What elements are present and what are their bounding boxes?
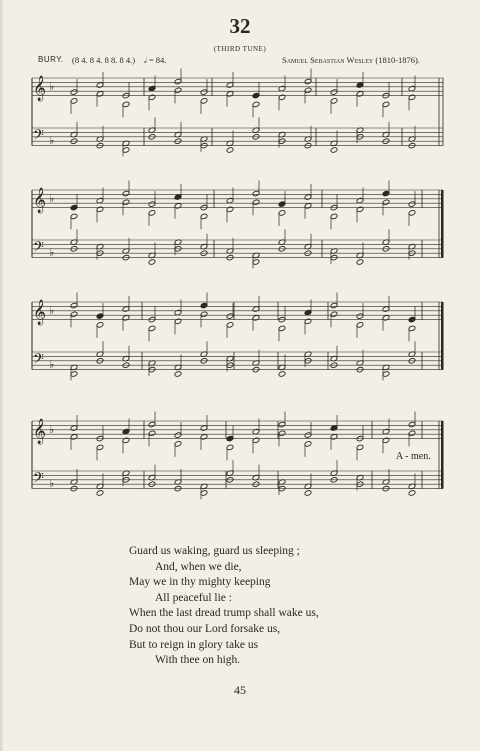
note-head — [278, 371, 286, 377]
hymn-number: 32 — [229, 14, 251, 38]
note-head — [148, 259, 156, 265]
page-number: 45 — [234, 683, 246, 697]
treble-clef: 𝄞 — [33, 188, 47, 213]
verse-line: When the last dread trump shall wake us, — [129, 607, 319, 620]
flat-sign: ♭ — [49, 478, 55, 491]
verse-line: With thee on high. — [155, 654, 241, 667]
verse-text — [129, 544, 319, 669]
note-head — [356, 259, 364, 265]
end-bar-thick — [441, 190, 444, 258]
note-head — [304, 490, 312, 496]
end-bar-thick — [441, 421, 444, 489]
verse-line: And, when we die, — [155, 560, 242, 573]
amen-lyric: A - men. — [396, 451, 431, 462]
tune-note: (THIRD TUNE) — [213, 45, 267, 53]
meter: (8 4. 8 4. 8 8. 8 4.) — [72, 55, 136, 65]
note-head — [408, 490, 416, 496]
verse-line: All peaceful lie : — [155, 591, 232, 604]
verse-line: But to reign in glory take us — [129, 638, 259, 651]
treble-clef: 𝄞 — [33, 76, 47, 101]
tempo-marking: 𝅗𝅥 = 84. — [144, 55, 167, 65]
flat-sign: ♭ — [49, 304, 55, 317]
verse-line: Do not thou our Lord forsake us, — [129, 622, 281, 635]
flat-sign: ♭ — [49, 247, 55, 260]
composer-credit: Samuel Sebastian Wesley (1810-1876). — [282, 55, 420, 65]
note-head — [330, 147, 338, 153]
flat-sign: ♭ — [49, 423, 55, 436]
note-head — [96, 490, 104, 496]
tune-name: BURY. — [38, 55, 64, 64]
treble-clef: 𝄞 — [33, 300, 47, 325]
verse-line: Guard us waking, guard us sleeping ; — [129, 545, 300, 557]
bass-clef: 𝄢 — [33, 470, 44, 490]
treble-clef: 𝄞 — [33, 419, 47, 444]
bass-clef: 𝄢 — [33, 127, 44, 147]
flat-sign: ♭ — [49, 80, 55, 93]
note-head — [174, 371, 182, 377]
bass-clef: 𝄢 — [33, 239, 44, 259]
bass-clef: 𝄢 — [33, 351, 44, 371]
flat-sign: ♭ — [49, 192, 55, 205]
note-head — [226, 147, 234, 153]
flat-sign: ♭ — [49, 359, 55, 372]
end-bar-thick — [441, 302, 444, 370]
verse-line: May we in thy mighty keeping — [129, 576, 271, 589]
flat-sign: ♭ — [49, 135, 55, 148]
